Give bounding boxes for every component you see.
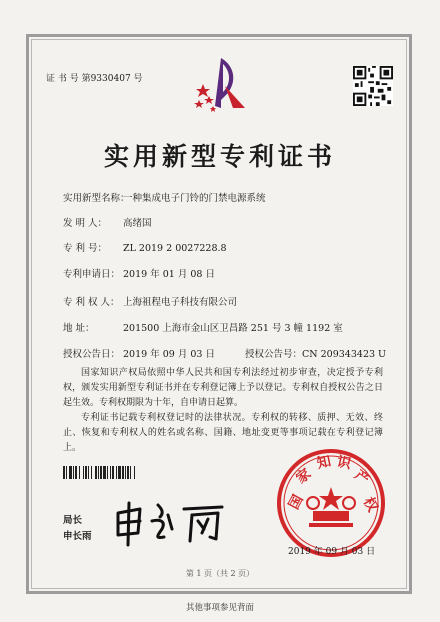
barcode-bar — [135, 466, 137, 479]
field-grant-date — [63, 346, 386, 360]
announcement-label: 授权公告号： — [245, 349, 303, 360]
field-label: 专 利 号： — [63, 243, 108, 254]
field-value: 高绪国 — [123, 218, 152, 229]
field-value: 上海祖程电子科技有限公司 — [123, 297, 238, 308]
field-label: 发 明 人： — [63, 218, 108, 229]
director-title: 局长 — [63, 515, 83, 526]
page-indicator: 第 1 页（共 2 页） — [185, 569, 255, 578]
barcode-icon — [63, 466, 181, 479]
svg-text:知: 知 — [315, 453, 333, 473]
certificate-title: 实用新型专利证书 — [103, 142, 336, 171]
field-value: 2019 年 09 月 03 日 — [123, 349, 215, 360]
certificate-number: 证 书 号 第9330407 号 — [46, 74, 143, 84]
field-address — [63, 320, 343, 334]
qr-code-icon — [353, 66, 393, 106]
field-label: 实用新型名称： — [63, 193, 130, 204]
announcement-value: CN 209343423 U — [302, 349, 387, 360]
cnipa-logo-icon — [187, 56, 253, 116]
svg-text:国: 国 — [286, 492, 307, 513]
director-name: 申长雨 — [63, 531, 92, 542]
statement-paragraph: 专利证书记载专利权登记时的法律状况。专利权的转移、质押、无效、终止、恢复和专利权人的姓名或名称、国籍、地址变更等事项记载在专利登记簿上。 — [63, 413, 383, 453]
field-patent-number — [63, 240, 227, 254]
statement-paragraph: 国家知识产权局依照中华人民共和国专利法经过初步审查，决定授予专利权，颁发实用新型专利证书并在专利登记簿上予以登记。专利权自授权公告之日起生效。专利权期限为十年，自申请日起算。 — [63, 368, 383, 408]
director-signature-icon — [110, 499, 230, 547]
seal-date: 2019 年 09 月 03 日 — [288, 547, 376, 557]
field-label: 专 利 权 人： — [63, 297, 120, 308]
svg-text:家: 家 — [293, 465, 315, 487]
field-patentee — [63, 294, 237, 308]
svg-text:产: 产 — [351, 467, 373, 489]
statement-block — [63, 366, 383, 456]
field-label: 授权公告日： — [63, 349, 121, 360]
svg-text:识: 识 — [335, 453, 353, 473]
field-value: ZL 2019 2 0027228.8 — [123, 243, 227, 254]
svg-text:权: 权 — [359, 494, 381, 515]
field-application-date — [63, 266, 215, 280]
field-value: 201500 上海市金山区卫昌路 251 号 3 幢 1192 室 — [123, 323, 343, 334]
field-value: 一种集成电子门铃的门禁电源系统 — [123, 193, 266, 204]
field-inventor — [63, 215, 152, 229]
field-value: 2019 年 01 月 08 日 — [123, 269, 215, 280]
field-label: 专利申请日： — [63, 269, 121, 280]
field-utility-name — [63, 190, 266, 204]
back-note: 其他事项参见背面 — [185, 603, 254, 613]
official-seal-icon — [275, 447, 387, 559]
field-label: 地 址： — [63, 323, 95, 334]
